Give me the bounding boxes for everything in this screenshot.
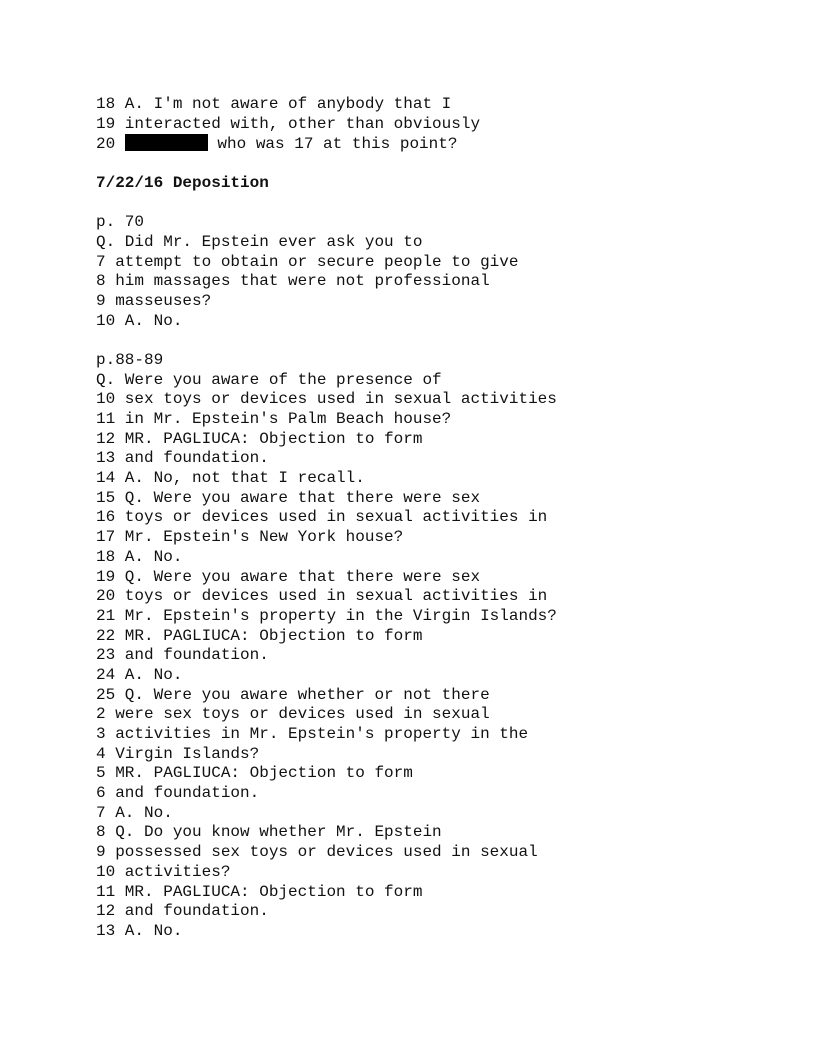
transcript-line: 20 toys or devices used in sexual activities in: [96, 587, 548, 606]
redacted-transcript-line: [96, 134, 776, 154]
transcript-line: 2 were sex toys or devices used in sexual: [96, 705, 490, 724]
transcript-line: 7 attempt to obtain or secure people to give: [96, 252, 519, 271]
transcript-line: 6 and foundation.: [96, 784, 260, 803]
transcript-line: 8 him massages that were not professional: [96, 272, 490, 291]
transcript-line: 19 Q. Were you aware that there were sex: [96, 567, 481, 586]
transcript-line: 22 MR. PAGLIUCA: Objection to form: [96, 626, 423, 645]
transcript-line: Q. Did Mr. Epstein ever ask you to: [96, 232, 423, 251]
transcript-line: 16 toys or devices used in sexual activities in: [96, 508, 548, 527]
transcript-line: 10 A. No.: [96, 311, 183, 330]
transcript-line: 12 and foundation.: [96, 902, 269, 921]
transcript-line: 21 Mr. Epstein's property in the Virgin Islands?: [96, 606, 557, 625]
deposition-heading: 7/22/16 Deposition: [96, 173, 269, 192]
deposition-transcript-page: [96, 95, 776, 942]
transcript-line: 11 MR. PAGLIUCA: Objection to form: [96, 882, 423, 901]
blank-line: [96, 331, 776, 351]
line-suffix: who was 17 at this point?: [207, 135, 458, 154]
transcript-line: 18 A. I'm not aware of anybody that I: [96, 95, 452, 113]
transcript-line: 8 Q. Do you know whether Mr. Epstein: [96, 823, 442, 842]
redaction-block: [125, 134, 208, 151]
transcript-line: 18 A. No.: [96, 547, 183, 566]
transcript-line: Q. Were you aware of the presence of: [96, 370, 442, 389]
line-prefix: 20: [96, 135, 125, 154]
page-reference: p. 70: [96, 213, 145, 232]
transcript-line: 3 activities in Mr. Epstein's property in the: [96, 725, 529, 743]
transcript-line: 7 A. No.: [96, 803, 173, 822]
blank-line: [96, 193, 776, 213]
section-2-lines: [96, 371, 776, 942]
transcript-line: 19 interacted with, other than obviously: [96, 114, 481, 133]
transcript-line: 4 Virgin Islands?: [96, 744, 260, 763]
transcript-line: 11 in Mr. Epstein's Palm Beach house?: [96, 410, 452, 428]
transcript-line: 10 activities?: [96, 862, 231, 881]
transcript-line: 23 and foundation.: [96, 646, 269, 665]
transcript-line: 10 sex toys or devices used in sexual activities: [96, 390, 557, 409]
transcript-line: 12 MR. PAGLIUCA: Objection to form: [96, 429, 423, 448]
section-1-lines: [96, 233, 776, 331]
transcript-line: 13 and foundation.: [96, 449, 269, 468]
transcript-line: 24 A. No.: [96, 665, 183, 684]
transcript-line: 17 Mr. Epstein's New York house?: [96, 528, 404, 547]
transcript-line: 9 possessed sex toys or devices used in sexual: [96, 843, 538, 862]
transcript-line: 15 Q. Were you aware that there were sex: [96, 488, 481, 507]
page-reference: p.88-89: [96, 350, 164, 369]
transcript-line: 13 A. No.: [96, 921, 183, 940]
transcript-line: 9 masseuses?: [96, 291, 212, 310]
blank-line: [96, 154, 776, 174]
transcript-line: 5 MR. PAGLIUCA: Objection to form: [96, 764, 413, 783]
transcript-line: 14 A. No, not that I recall.: [96, 469, 365, 488]
transcript-line: 25 Q. Were you aware whether or not there: [96, 685, 490, 704]
